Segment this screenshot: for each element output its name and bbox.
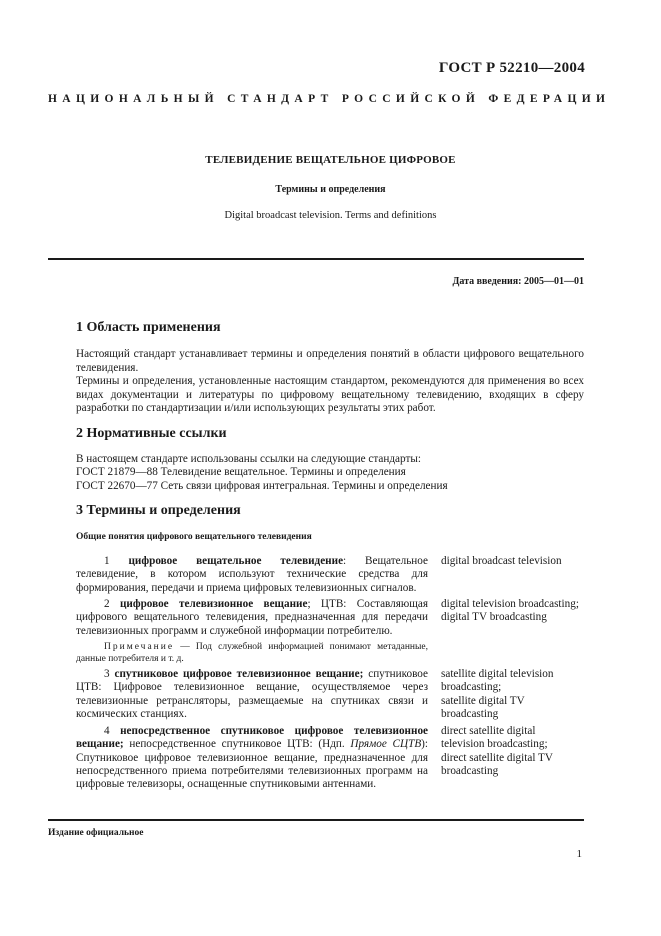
term-4-definition-a: непосредственное спутниковое ЦТВ: (Ндп. (123, 738, 351, 751)
normative-reference-1: ГОСТ 21879—88 Телевидение вещательное. Термины и определения (76, 466, 406, 478)
term-1-definition: : Вещательное телевидение, в котором используют технические средства для формирования, передачи и приема цифровых телевизионных сигналов. (76, 555, 428, 594)
footer-rule (48, 819, 584, 821)
term-3-english: satellite digital television broadcasting; satellite digital TV broadcasting (441, 668, 554, 720)
term-3-name: спутниковое цифровое телевизионное вещание; (114, 668, 364, 680)
term-3-number: 3 (104, 668, 110, 680)
term-entry-4 (76, 725, 428, 791)
term-entry-2 (76, 598, 428, 638)
term-4-definition-b: ): Спутниковое цифровое телевизионное вещание, предназначенное для непосредственного приема потребителями телевизионных программ на цифровые телевизоры, оснащенные спутниковыми антеннами. (76, 738, 428, 791)
term-entry-3 (76, 668, 428, 721)
section-2-heading: 2 Нормативные ссылки (76, 426, 227, 441)
section-1-p2-text: Термины и определения, установленные настоящим стандартом, рекомендуются для применения во всех видах документации и литературы по цифровому вещательному телевидению, входящих в сферу разработки по стандартизации и/или использующих результаты этих работ. (76, 375, 584, 414)
section-3-heading: 3 Термины и определения (76, 503, 241, 518)
document-title-english: Digital broadcast television. Terms and definitions (224, 210, 437, 221)
document-subtitle: Термины и определения (275, 184, 386, 195)
normative-reference-2: ГОСТ 22670—77 Сеть связи цифровая интегральная. Термины и определения (76, 480, 448, 492)
term-2-definition: ; ЦТВ: Составляющая цифрового вещательного телевидения, предназначенная для передачи телевизионных программ и служебной информации потребителю. (76, 598, 428, 637)
term-1-number: 1 (104, 555, 110, 567)
standard-number: ГОСТ Р 52210—2004 (438, 60, 585, 76)
official-edition-label: Издание официальное (48, 828, 144, 838)
term-4-deprecated-term: Прямое СЦТВ (350, 738, 422, 751)
term-1-english: digital broadcast television (441, 555, 562, 567)
header-rule (48, 258, 584, 260)
document-title: ТЕЛЕВИДЕНИЕ ВЕЩАТЕЛЬНОЕ ЦИФРОВОЕ (205, 154, 456, 166)
term-entry-1 (76, 555, 428, 595)
section-3-subheading: Общие понятия цифрового вещательного телевидения (76, 532, 312, 542)
term-2-english: digital television broadcasting; digital TV broadcasting (441, 598, 579, 624)
note-text: — Под служебной информацией понимают метаданные, данные потребителя и т. д. (76, 642, 428, 664)
section-1-paragraph-1 (76, 348, 584, 375)
section-2-intro: В настоящем стандарте использованы ссылки на следующие стандарты: (76, 453, 421, 465)
term-4-english: direct satellite digital television broadcasting; direct satellite digital TV broadcasting (441, 725, 553, 777)
section-1-paragraph-2 (76, 375, 584, 416)
national-standard-banner: НАЦИОНАЛЬНЫЙ СТАНДАРТ РОССИЙСКОЙ ФЕДЕРАЦИИ (48, 93, 611, 105)
term-2-number: 2 (104, 598, 110, 610)
term-4-name: непосредственное спутниковое цифровое телевизионное вещание; (76, 725, 429, 751)
note-label: Примечание (104, 642, 175, 652)
introduction-date: Дата введения: 2005—01—01 (452, 276, 584, 287)
section-1-heading: 1 Область применения (76, 320, 221, 335)
section-1-p1-text: Настоящий стандарт устанавливает термины и определения понятий в области цифрового вещательного телевидения. (76, 348, 584, 374)
term-2-name: цифровое телевизионное вещание (119, 598, 308, 610)
term-3-definition: спутниковое ЦТВ: Цифровое телевизионное вещание, осуществляемое через телевизионные ретрансляторы, размещаемые на спутниках связи и космических станциях. (76, 668, 429, 720)
term-2-note (76, 641, 428, 665)
term-1-name: цифровое вещательное телевидение (128, 555, 344, 567)
page-number: 1 (576, 848, 582, 860)
term-4-number: 4 (104, 725, 110, 737)
